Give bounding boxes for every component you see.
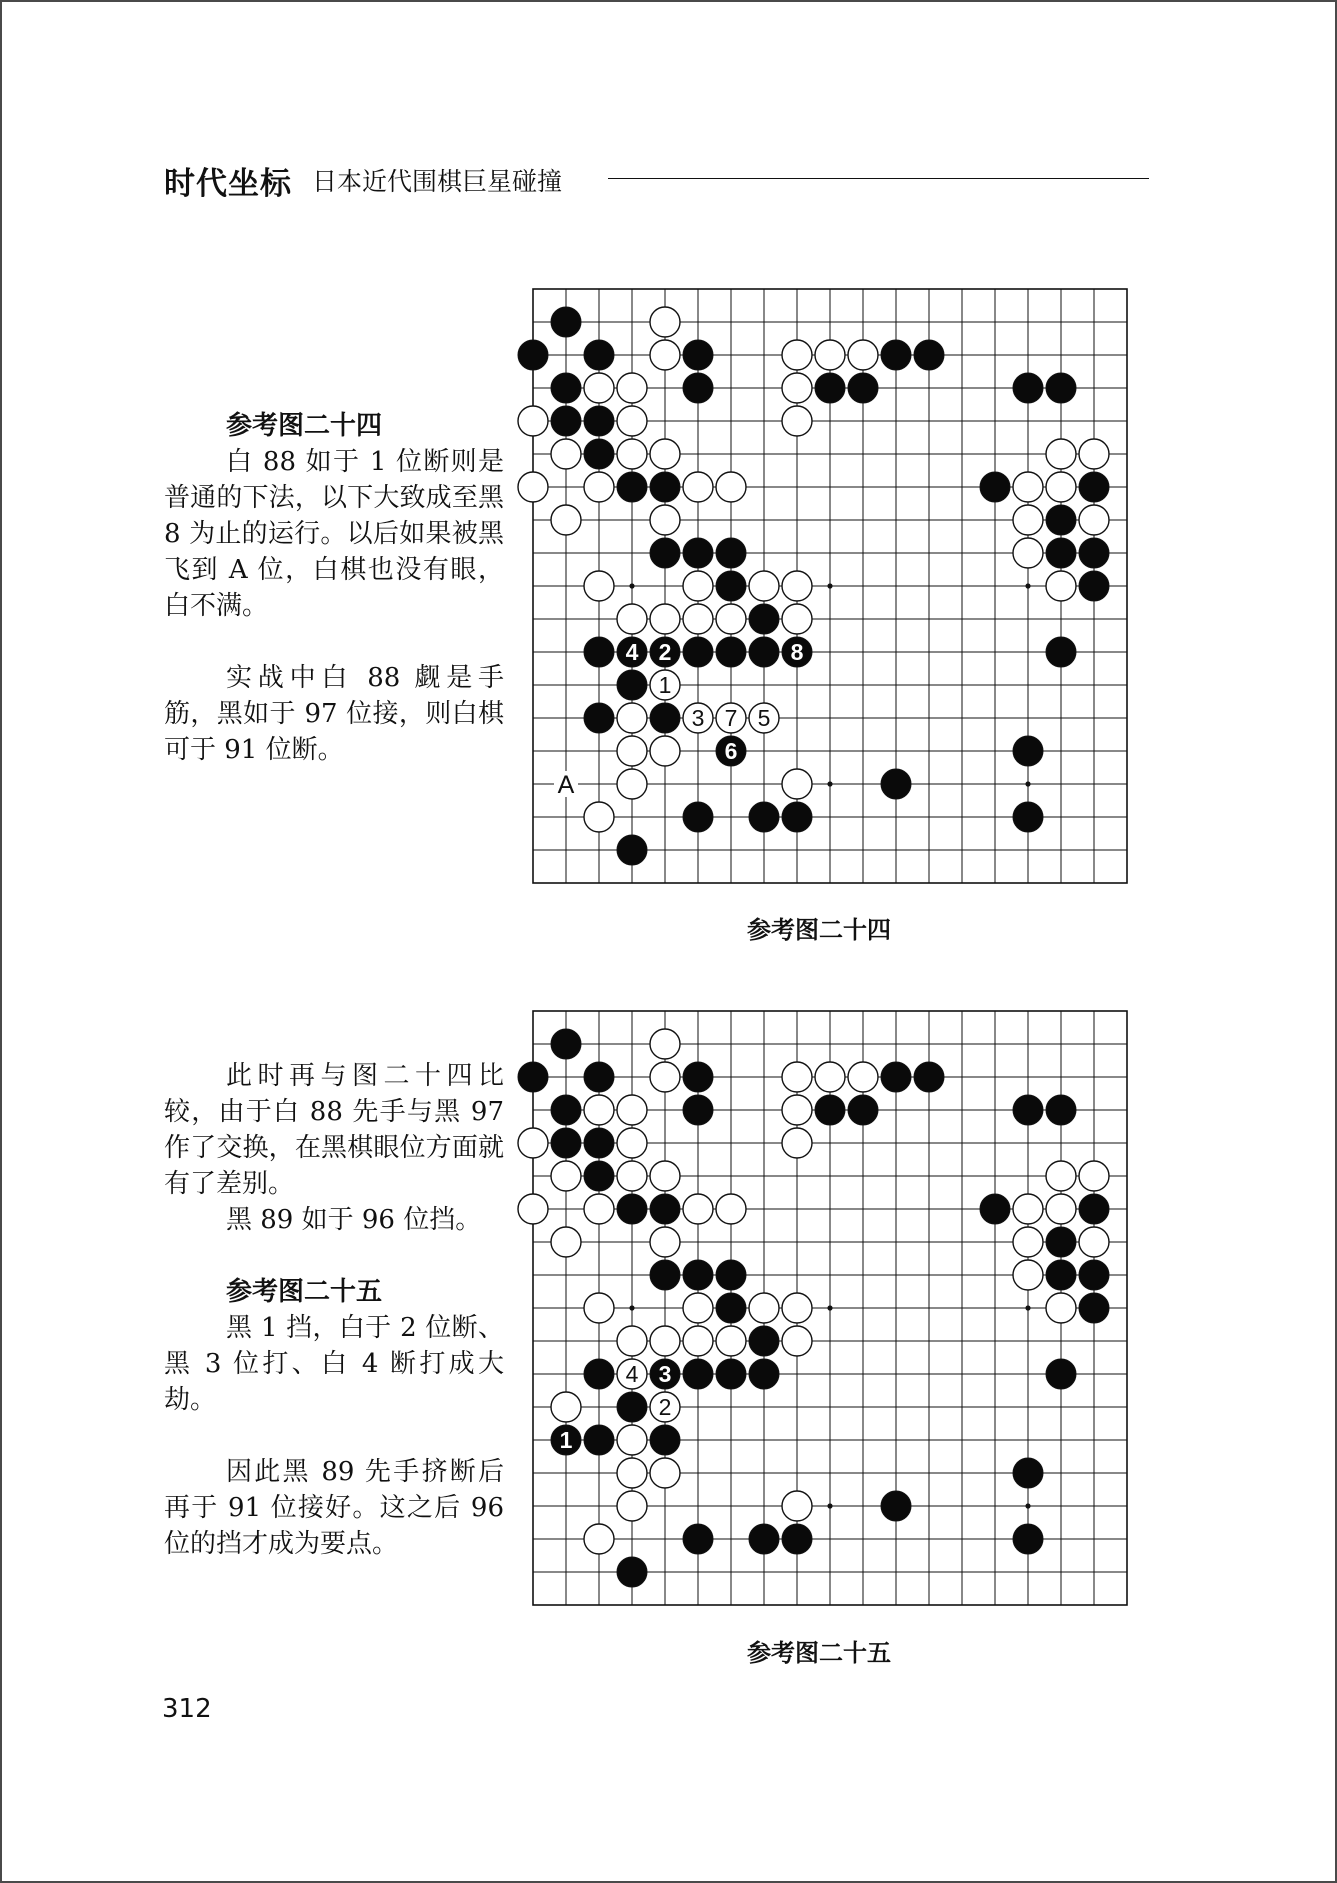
- white-stone: [650, 307, 680, 337]
- figure-caption-25: 参考图二十五: [747, 1638, 891, 1667]
- white-stone: [716, 1194, 746, 1224]
- black-stone: [1079, 472, 1109, 502]
- white-stone: [782, 769, 812, 799]
- white-stone: [617, 1161, 647, 1191]
- white-stone: [1046, 472, 1076, 502]
- black-stone: [584, 1161, 614, 1191]
- black-stone: [716, 538, 746, 568]
- white-stone: [551, 1227, 581, 1257]
- white-stone: [782, 340, 812, 370]
- book-title: 时代坐标: [164, 166, 292, 202]
- black-stone: [749, 604, 779, 634]
- white-stone: [848, 1062, 878, 1092]
- black-stone: [914, 340, 944, 370]
- white-stone: [1079, 1161, 1109, 1191]
- white-stone: [617, 1491, 647, 1521]
- white-stone: [617, 439, 647, 469]
- paragraph: 此时再与图二十四比较，由于白 88 先手与黑 97 作了交换，在黑棋眼位方面就有了差别。: [164, 1061, 504, 1199]
- black-stone: [1079, 1293, 1109, 1323]
- black-stone: [617, 472, 647, 502]
- black-stone: [1046, 1095, 1076, 1125]
- black-stone: [683, 1359, 713, 1389]
- black-stone: [1046, 1359, 1076, 1389]
- board24-star-point: [1025, 583, 1030, 588]
- white-stone: [683, 604, 713, 634]
- black-stone: [914, 1062, 944, 1092]
- black-stone: [716, 1293, 746, 1323]
- black-stone: [980, 1194, 1010, 1224]
- black-stone: [716, 1260, 746, 1290]
- black-stone: [551, 307, 581, 337]
- go-board-24: [517, 283, 1137, 903]
- white-stone: [1079, 1227, 1109, 1257]
- white-stone: [617, 406, 647, 436]
- black-stone: [650, 1260, 680, 1290]
- move-number-label: 5: [757, 705, 771, 731]
- point-label: A: [557, 771, 575, 799]
- move-number-label: 2: [658, 639, 672, 665]
- paragraph: 黑 89 如于 96 位挡。: [226, 1205, 482, 1235]
- move-number-label: 1: [658, 672, 672, 698]
- black-stone: [1046, 538, 1076, 568]
- black-stone: [683, 340, 713, 370]
- white-stone: [782, 373, 812, 403]
- black-stone: [1046, 1227, 1076, 1257]
- black-stone: [749, 1326, 779, 1356]
- section-heading-24: 参考图二十四: [226, 411, 383, 441]
- board24-star-point: [629, 583, 634, 588]
- black-stone: [881, 1491, 911, 1521]
- move-number-label: 3: [691, 705, 705, 731]
- white-stone: [584, 802, 614, 832]
- go-board-25: [517, 1005, 1137, 1625]
- black-stone: [683, 802, 713, 832]
- white-stone: [1013, 1227, 1043, 1257]
- white-stone: [650, 439, 680, 469]
- black-stone: [683, 538, 713, 568]
- black-stone: [1013, 1524, 1043, 1554]
- move-number-label: 2: [658, 1394, 672, 1420]
- black-stone: [683, 637, 713, 667]
- move-number-label: 1: [559, 1427, 573, 1453]
- white-stone: [617, 1458, 647, 1488]
- white-stone: [1013, 1260, 1043, 1290]
- white-stone: [782, 1095, 812, 1125]
- black-stone: [881, 340, 911, 370]
- go-board-24-svg: [517, 283, 1137, 903]
- black-stone: [782, 802, 812, 832]
- white-stone: [1013, 505, 1043, 535]
- white-stone: [1079, 505, 1109, 535]
- black-stone: [650, 1194, 680, 1224]
- black-stone: [848, 1095, 878, 1125]
- black-stone: [1013, 1458, 1043, 1488]
- white-stone: [551, 439, 581, 469]
- white-stone: [848, 340, 878, 370]
- white-stone: [1046, 1293, 1076, 1323]
- page-number: 312: [162, 1694, 212, 1724]
- black-stone: [617, 670, 647, 700]
- white-stone: [584, 1194, 614, 1224]
- spacer: [164, 624, 504, 660]
- black-stone: [782, 1524, 812, 1554]
- black-stone: [815, 1095, 845, 1125]
- white-stone: [650, 1161, 680, 1191]
- white-stone: [518, 406, 548, 436]
- black-stone: [584, 637, 614, 667]
- white-stone: [650, 505, 680, 535]
- white-stone: [584, 1524, 614, 1554]
- white-stone: [782, 1062, 812, 1092]
- black-stone: [1046, 637, 1076, 667]
- white-stone: [617, 373, 647, 403]
- black-stone: [551, 1029, 581, 1059]
- white-stone: [617, 604, 647, 634]
- black-stone: [1046, 373, 1076, 403]
- black-stone: [716, 637, 746, 667]
- white-stone: [650, 1029, 680, 1059]
- black-stone: [584, 703, 614, 733]
- black-stone: [716, 571, 746, 601]
- white-stone: [716, 1326, 746, 1356]
- paragraph: 黑 1 挡，白于 2 位断、黑 3 位打、白 4 断打成大劫。: [164, 1313, 504, 1415]
- white-stone: [1079, 439, 1109, 469]
- black-stone: [584, 439, 614, 469]
- white-stone: [650, 604, 680, 634]
- white-stone: [551, 1392, 581, 1422]
- white-stone: [683, 1326, 713, 1356]
- white-stone: [584, 1293, 614, 1323]
- white-stone: [584, 1095, 614, 1125]
- white-stone: [617, 769, 647, 799]
- white-stone: [617, 1128, 647, 1158]
- move-number-label: 7: [724, 705, 738, 731]
- board25-star-point: [1025, 1503, 1030, 1508]
- black-stone: [584, 406, 614, 436]
- black-stone: [617, 835, 647, 865]
- black-stone: [1079, 538, 1109, 568]
- section-heading-25: 参考图二十五: [226, 1277, 383, 1307]
- black-stone: [749, 1524, 779, 1554]
- move-number-label: 3: [658, 1361, 672, 1387]
- white-stone: [518, 472, 548, 502]
- white-stone: [683, 472, 713, 502]
- black-stone: [749, 802, 779, 832]
- commentary-block-1: [164, 408, 504, 768]
- black-stone: [749, 637, 779, 667]
- board24-star-point: [827, 583, 832, 588]
- spacer: [164, 1418, 504, 1454]
- black-stone: [617, 1557, 647, 1587]
- white-stone: [749, 1293, 779, 1323]
- white-stone: [584, 571, 614, 601]
- white-stone: [1013, 472, 1043, 502]
- black-stone: [1013, 1095, 1043, 1125]
- white-stone: [782, 1128, 812, 1158]
- black-stone: [584, 1128, 614, 1158]
- book-subtitle: 日本近代围棋巨星碰撞: [312, 167, 563, 196]
- white-stone: [551, 505, 581, 535]
- white-stone: [617, 1095, 647, 1125]
- white-stone: [782, 406, 812, 436]
- black-stone: [617, 1194, 647, 1224]
- white-stone: [584, 472, 614, 502]
- black-stone: [683, 1260, 713, 1290]
- black-stone: [683, 373, 713, 403]
- black-stone: [1013, 802, 1043, 832]
- white-stone: [650, 1227, 680, 1257]
- move-number-label: 4: [625, 1361, 639, 1387]
- white-stone: [518, 1194, 548, 1224]
- white-stone: [815, 1062, 845, 1092]
- white-stone: [815, 340, 845, 370]
- white-stone: [782, 1491, 812, 1521]
- white-stone: [1046, 571, 1076, 601]
- board24-star-point: [827, 781, 832, 786]
- board25-star-point: [1025, 1305, 1030, 1310]
- white-stone: [683, 1194, 713, 1224]
- white-stone: [650, 1326, 680, 1356]
- paragraph: 实战中白 88 觑是手筋，黑如于 97 位接，则白棋可于 91 位断。: [164, 663, 504, 765]
- black-stone: [650, 472, 680, 502]
- paragraph: 因此黑 89 先手挤断后再于 91 位接好。这之后 96位的挡才成为要点。: [164, 1457, 504, 1559]
- white-stone: [1013, 1194, 1043, 1224]
- white-stone: [782, 604, 812, 634]
- white-stone: [617, 1326, 647, 1356]
- black-stone: [551, 373, 581, 403]
- black-stone: [716, 1359, 746, 1389]
- white-stone: [617, 703, 647, 733]
- white-stone: [1046, 1194, 1076, 1224]
- black-stone: [551, 1095, 581, 1125]
- board24-star-point: [1025, 781, 1030, 786]
- white-stone: [650, 1062, 680, 1092]
- white-stone: [716, 472, 746, 502]
- black-stone: [584, 340, 614, 370]
- figure-caption-24: 参考图二十四: [747, 915, 891, 944]
- white-stone: [650, 736, 680, 766]
- black-stone: [749, 1359, 779, 1389]
- go-board-25-svg: [517, 1005, 1137, 1625]
- black-stone: [650, 703, 680, 733]
- white-stone: [782, 571, 812, 601]
- white-stone: [650, 1458, 680, 1488]
- black-stone: [1079, 1194, 1109, 1224]
- board25-star-point: [827, 1503, 832, 1508]
- white-stone: [782, 1326, 812, 1356]
- white-stone: [518, 1128, 548, 1158]
- move-number-label: 4: [625, 639, 639, 665]
- black-stone: [1079, 571, 1109, 601]
- black-stone: [683, 1524, 713, 1554]
- board25-star-point: [629, 1305, 634, 1310]
- black-stone: [1079, 1260, 1109, 1290]
- black-stone: [1013, 373, 1043, 403]
- white-stone: [716, 604, 746, 634]
- black-stone: [683, 1062, 713, 1092]
- black-stone: [518, 1062, 548, 1092]
- white-stone: [683, 1293, 713, 1323]
- running-header: [164, 158, 1149, 202]
- black-stone: [683, 1095, 713, 1125]
- black-stone: [815, 373, 845, 403]
- header-rule: [608, 178, 1149, 179]
- black-stone: [650, 1425, 680, 1455]
- black-stone: [881, 769, 911, 799]
- black-stone: [650, 538, 680, 568]
- white-stone: [1046, 1161, 1076, 1191]
- white-stone: [782, 1293, 812, 1323]
- black-stone: [1046, 505, 1076, 535]
- spacer: [164, 1238, 504, 1274]
- white-stone: [650, 340, 680, 370]
- black-stone: [518, 340, 548, 370]
- black-stone: [980, 472, 1010, 502]
- black-stone: [617, 1392, 647, 1422]
- white-stone: [1046, 439, 1076, 469]
- black-stone: [848, 373, 878, 403]
- move-number-label: 8: [790, 639, 804, 665]
- board25-star-point: [827, 1305, 832, 1310]
- white-stone: [584, 373, 614, 403]
- white-stone: [749, 571, 779, 601]
- white-stone: [617, 1425, 647, 1455]
- white-stone: [617, 736, 647, 766]
- black-stone: [551, 1128, 581, 1158]
- black-stone: [881, 1062, 911, 1092]
- white-stone: [1013, 538, 1043, 568]
- move-number-label: 6: [724, 738, 738, 764]
- commentary-block-2: [164, 1058, 504, 1562]
- paragraph: 白 88 如于 1 位断则是普通的下法，以下大致成至黑 8 为止的运行。以后如果被黑飞到 A 位，白棋也没有眼，白不满。: [164, 447, 504, 621]
- white-stone: [683, 571, 713, 601]
- black-stone: [584, 1425, 614, 1455]
- black-stone: [584, 1062, 614, 1092]
- black-stone: [1013, 736, 1043, 766]
- black-stone: [1046, 1260, 1076, 1290]
- white-stone: [551, 1161, 581, 1191]
- black-stone: [584, 1359, 614, 1389]
- black-stone: [551, 406, 581, 436]
